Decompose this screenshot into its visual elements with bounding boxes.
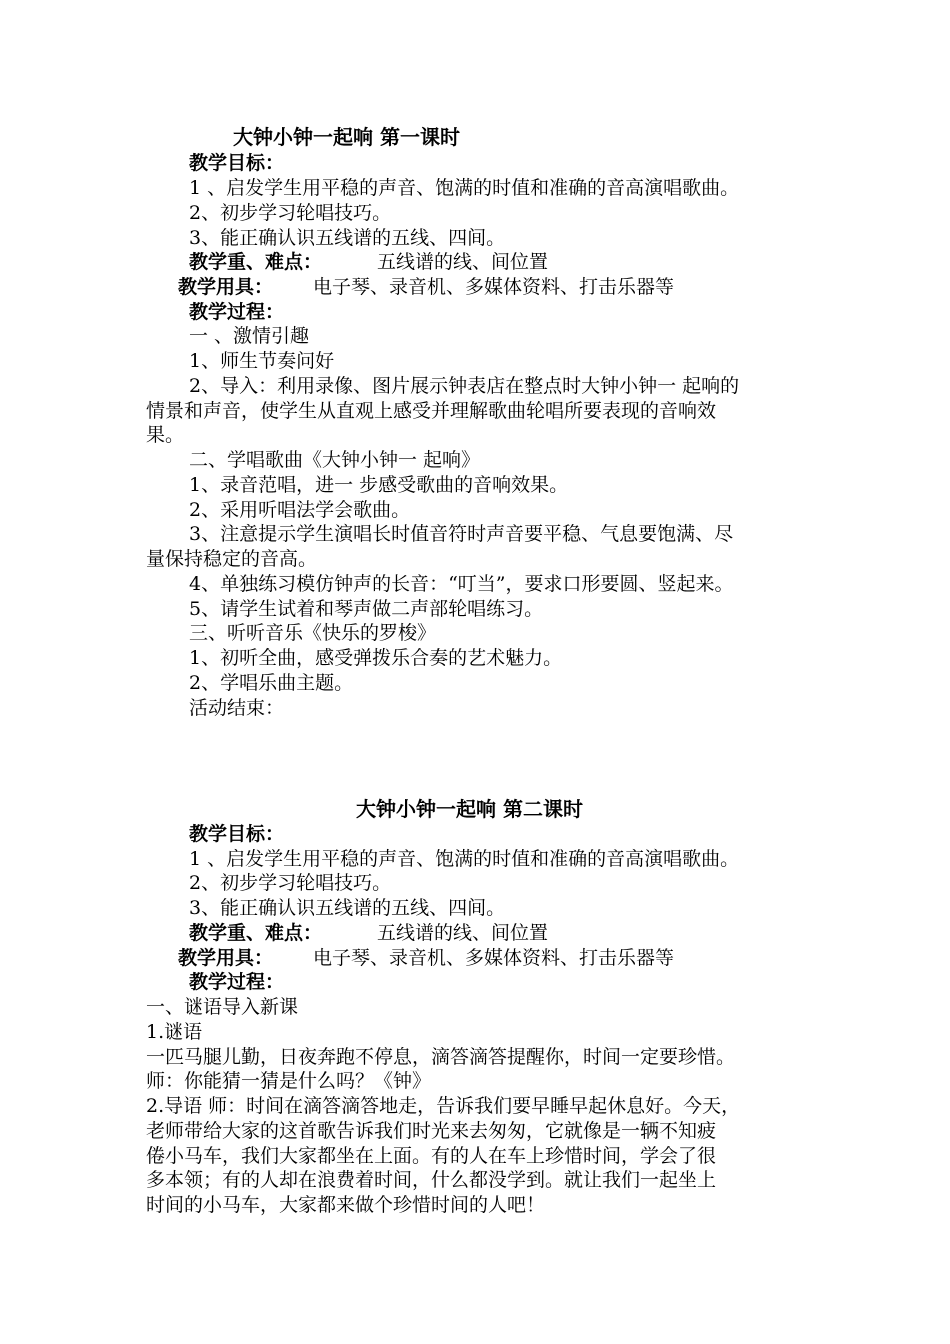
lesson2-line: 2.导语 师：时间在滴答滴答地走，告诉我们要早睡早起休息好。今天，: [146, 1095, 741, 1117]
lesson1-goal-3: 3、能正确认识五线谱的五线、四间。: [189, 227, 506, 249]
lesson2-title: 大钟小钟一起响 第二课时: [356, 797, 583, 821]
lesson2-process-label: 教学过程：: [189, 971, 285, 993]
lesson2-line: 师：你能猜一猜是什么吗？《钟》: [146, 1070, 432, 1092]
lesson2-tools: [178, 946, 674, 970]
lesson1-line: 三、听听音乐《快乐的罗梭》: [189, 622, 437, 644]
lesson1-line: 2、学唱乐曲主题。: [189, 672, 354, 694]
lesson1-line: 2、导入：利用录像、图片展示钟表店在整点时大钟小钟一 起响的: [189, 375, 740, 397]
lesson1-line: 1、初听全曲，感受弹拨乐合奏的艺术魅力。: [189, 647, 563, 669]
lesson1-line: 3、注意提示学生演唱长时值音符时声音要平稳、气息要饱满、尽: [189, 523, 734, 545]
lesson2-key-points: [189, 921, 548, 945]
lesson1-key-points: [189, 250, 548, 274]
lesson2-line: 一匹马腿儿勤，日夜奔跑不停息，滴答滴答提醒你，时间一定要珍惜。: [146, 1046, 736, 1068]
lesson1-line: 一 、激情引趣: [189, 325, 310, 347]
lesson1-process-label: 教学过程：: [189, 301, 285, 323]
lesson2-line: 倦小马车，我们大家都坐在上面。有的人在车上珍惜时间，学会了很: [146, 1145, 717, 1167]
lesson1-line: 二、学唱歌曲《大钟小钟一 起响》: [189, 449, 481, 471]
lesson1-goals-label: 教学目标：: [189, 152, 285, 174]
lesson1-line: 5、请学生试着和琴声做二声部轮唱练习。: [189, 598, 544, 620]
lesson1-title: 大钟小钟一起响 第一课时: [233, 125, 460, 149]
lesson1-line: 2、采用听唱法学会歌曲。: [189, 499, 411, 521]
lesson2-tools-value: 电子琴、录音机、多媒体资料、打击乐器等: [313, 947, 675, 969]
lesson1-goal-1: 1 、启发学生用平稳的声音、饱满的时值和准确的音高演唱歌曲。: [189, 177, 740, 199]
lesson1-line: 量保持稳定的音高。: [146, 548, 318, 570]
lesson1-goal-2: 2、初步学习轮唱技巧。: [189, 202, 392, 224]
lesson2-line: 1.谜语: [146, 1021, 203, 1043]
lesson1-line: 4、单独练习模仿钟声的长音：“叮当”，要求口形要圆、竖起来。: [189, 573, 734, 595]
lesson2-line: 老师带给大家的这首歌告诉我们时光来去匆匆，它就像是一辆不知疲: [146, 1120, 717, 1142]
lesson2-line: 时间的小马车，大家都来做个珍惜时间的人吧！: [146, 1194, 546, 1216]
lesson2-goals-label: 教学目标：: [189, 823, 285, 845]
lesson1-line: 情景和声音，使学生从直观上感受并理解歌曲轮唱所要表现的音响效: [146, 400, 717, 422]
lesson1-key-value: 五线谱的线、间位置: [377, 251, 549, 273]
lesson2-key-label: 教学重、难点：: [189, 922, 323, 944]
lesson2-key-value: 五线谱的线、间位置: [377, 922, 549, 944]
lesson2-line: 多本领；有的人却在浪费着时间，什么都没学到。就让我们一起坐上: [146, 1169, 717, 1191]
lesson2-line: 一、谜语导入新课: [146, 996, 299, 1018]
lesson2-goal-2: 2、初步学习轮唱技巧。: [189, 872, 392, 894]
lesson1-key-label: 教学重、难点：: [189, 251, 323, 273]
lesson2-goal-3: 3、能正确认识五线谱的五线、四间。: [189, 897, 506, 919]
lesson1-tools: [178, 275, 674, 299]
lesson1-tools-label: 教学用具：: [178, 276, 274, 298]
lesson1-tools-value: 电子琴、录音机、多媒体资料、打击乐器等: [313, 276, 675, 298]
lesson1-line: 活动结束：: [189, 697, 285, 719]
lesson1-line: 果。: [146, 424, 185, 446]
lesson2-goal-1: 1 、启发学生用平稳的声音、饱满的时值和准确的音高演唱歌曲。: [189, 848, 740, 870]
lesson1-line: 1、录音范唱，进一 步感受歌曲的音响效果。: [189, 474, 569, 496]
lesson2-tools-label: 教学用具：: [178, 947, 274, 969]
lesson1-line: 1、师生节奏问好: [189, 350, 335, 372]
